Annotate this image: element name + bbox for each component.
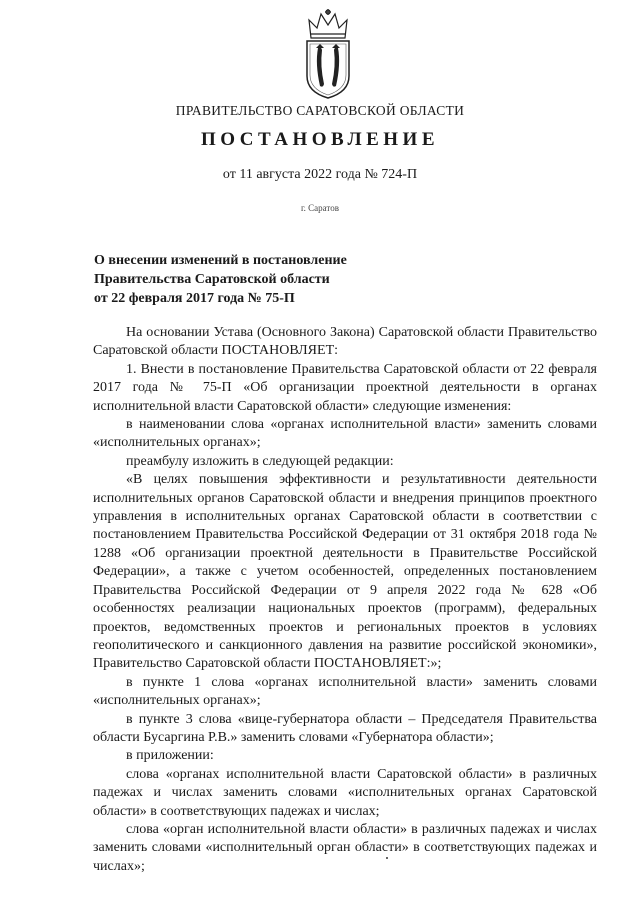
document-body — [93, 324, 597, 876]
paragraph: в приложении: — [126, 748, 214, 764]
paragraph: в пункте 3 слова «вице-губернатора области – Председателя Правительства области Бусаргина Р.В.» заменить словами «Губернатора области»; — [93, 711, 597, 745]
document-city: г. Саратов — [301, 203, 339, 213]
paragraph: в пункте 1 слова «органах исполнительной власти» заменить словами «исполнительных органах»; — [93, 674, 597, 709]
document-title — [94, 251, 514, 308]
scan-speck — [386, 857, 388, 859]
paragraph: в наименовании слова «органах исполнительной власти» заменить словами «исполнительных органах»; — [93, 417, 597, 451]
paragraph: На основании Устава (Основного Закона) Саратовской области Правительство Саратовской области ПОСТАНОВЛЯЕТ: — [93, 325, 597, 359]
paragraph: слова «орган исполнительной власти области» в различных падежах и числах заменить словами «исполнительный орган области» в соответствующих падежах и числах»; — [93, 821, 597, 874]
paragraph: 1. Внести в постановление Правительства Саратовской области от 22 февраля 2017 года № 75-П «Об организации проектной деятельности в органах исполнительной власти Саратовской области» следующие изменения: — [93, 361, 597, 414]
paragraph: слова «органах исполнительной власти Саратовской области» в различных падежах и числах заменить словами «исполнительных органах Саратовской области» в соответствующих падежах и числах; — [93, 766, 597, 819]
title-line: Правительства Саратовской области — [94, 272, 330, 287]
paragraph: преамбулу изложить в следующей редакции: — [126, 453, 394, 469]
paragraph: «В целях повышения эффективности и результативности деятельности исполнительных органов Саратовской области и внедрения принципов проектного управления в исполнительных органах Саратовской области в соответствии с постановлением Правительства Российской Федерации от 31 октября 2018 года № 1288 «Об организации проектной деятельности в Правительстве Российской Федерации», а также с учетом особенностей, определенных постановлением Правительства Российской Федерации от 9 апреля 2022 года № 628 «Об особенностях реализации национальных проектов (программ), федеральных проектов, ведомственных проектов и региональных проектов в условиях геополитического и санкционного давления на развитие российской экономики», Правительство Саратовской области ПОСТАНОВЛЯЕТ:»; — [93, 472, 597, 672]
document-type: ПОСТАНОВЛЕНИЕ — [200, 129, 440, 150]
title-line: от 22 февраля 2017 года № 75-П — [94, 291, 295, 306]
document-date-number: от 11 августа 2022 года № 724-П — [222, 167, 418, 182]
title-line: О внесении изменений в постановление — [94, 253, 347, 268]
organization-name: ПРАВИТЕЛЬСТВО САРАТОВСКОЙ ОБЛАСТИ — [175, 103, 465, 118]
coat-of-arms-icon — [299, 8, 357, 100]
